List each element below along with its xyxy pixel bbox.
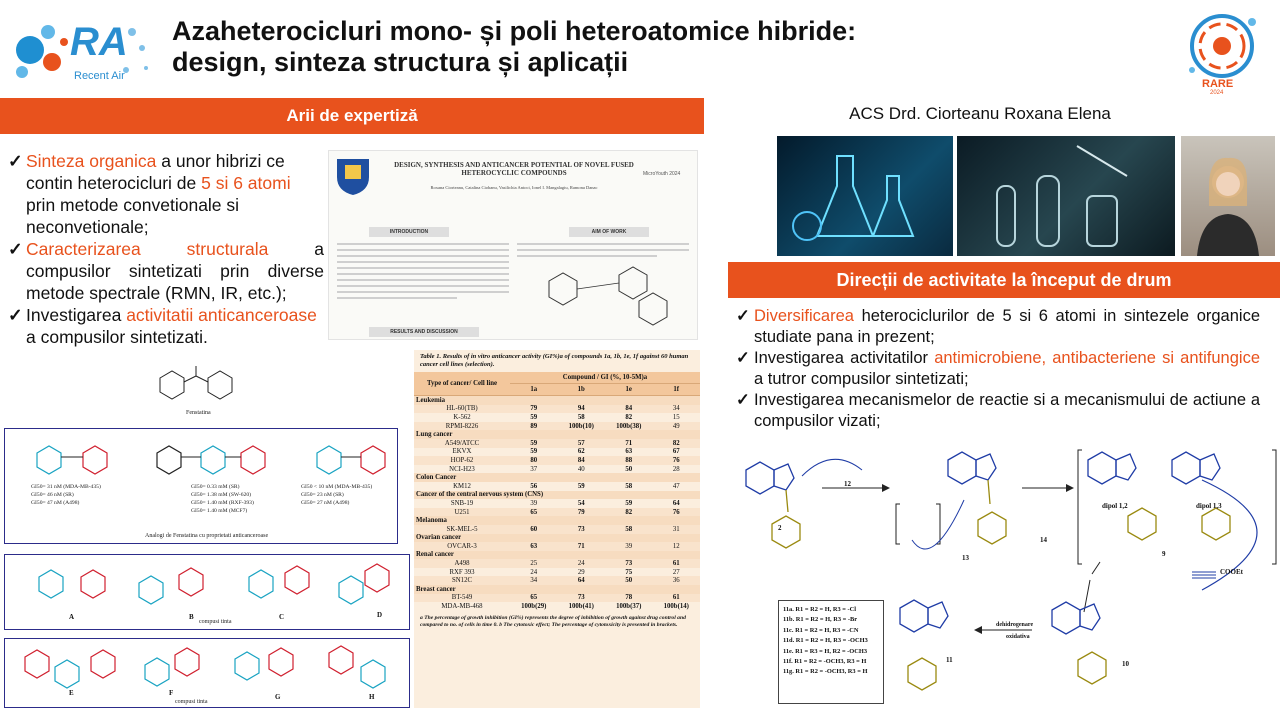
gi-value: GI50= 47 nM (A498): [31, 500, 80, 506]
table-group-name: Lung cancer: [414, 430, 700, 439]
scheme-label-dipol12: dipol 1,2: [1102, 502, 1128, 510]
table-cell-line: RPMI-8226: [414, 422, 510, 431]
poster-text-line: [517, 255, 657, 257]
table-row: [414, 568, 700, 577]
expertise-item-characterization-text: a compusilor sintetizati prin diverse metode spectrale (RMN, IR, etc.);: [26, 239, 324, 303]
fenstatina-label: Fenstatina: [186, 410, 211, 416]
person-avatar-icon: [1181, 136, 1275, 256]
table-cell-value: 58: [577, 413, 585, 421]
poster-text-line: [337, 243, 509, 245]
poster-authors: Roxana Ciorteanu, Catalina Ciobanu, Vasilichia Antoci, Ionel I. Mangalagiu, Ramona Danac: [430, 185, 598, 190]
scheme-label-12: 12: [844, 480, 851, 488]
table-row: [414, 465, 700, 474]
gi-values-c: [301, 483, 372, 507]
expertise-item-synthesis-highlight-2: 5 si 6 atomi: [201, 173, 291, 193]
table-cell-value: 31: [653, 525, 701, 534]
table-col-1e: 1e: [605, 384, 653, 396]
target-caption-1: compusi tinta: [199, 619, 232, 625]
analogs-box: [4, 428, 398, 544]
table-group-name: Melanoma: [414, 516, 700, 525]
table-group-row: [414, 396, 700, 405]
table-cell-value: 94: [558, 405, 606, 414]
poster-intro-box: INTRODUCTION: [369, 227, 449, 237]
logo-right-text: RARE: [1202, 78, 1234, 90]
table-cell-value: 80: [510, 456, 558, 465]
poster-text-line: [337, 261, 509, 263]
gi-value: GI50 < 10 nM (MDA-MB-435): [301, 484, 373, 490]
gi-value: GI50= 27 nM (A498): [301, 500, 350, 506]
compound-label-h: H: [369, 693, 375, 701]
table-cell-line: SN12C: [414, 576, 510, 585]
table-cell-value: 82: [605, 508, 653, 517]
rare-logo: [1172, 8, 1272, 98]
table-cell-value: 71: [558, 542, 606, 551]
table-col-1b: 1b: [558, 384, 606, 396]
table-cell-value: 39: [605, 542, 653, 551]
scheme-label-11: 11: [946, 656, 953, 664]
poster-text-line: [337, 267, 509, 269]
table-group-name: Renal cancer: [414, 551, 700, 560]
university-crest-icon: [333, 155, 373, 197]
table-cell-value: 100b(10): [558, 422, 606, 431]
table-cell-value: 84: [605, 405, 653, 414]
table-row: [414, 594, 700, 603]
scheme-label-14: 14: [1040, 536, 1047, 544]
poster-text-line: [337, 279, 509, 281]
table-cell-value: 65: [510, 594, 558, 603]
legend-row: 11d. R1 = R2 = H, R3 = -OCH3: [783, 637, 868, 645]
author-photo: [1181, 136, 1275, 256]
table-cell-line: A498: [414, 559, 510, 568]
compound-label-g: G: [275, 693, 281, 701]
table-cell-value: 78: [605, 594, 653, 603]
table-cell-value: 59: [625, 499, 633, 507]
directions-heading-bar: [728, 262, 1280, 298]
scheme-label-10: 10: [1122, 660, 1129, 668]
table-group-row: [414, 430, 700, 439]
expertise-item-anticancer-text-2: a compusilor sintetizati.: [26, 327, 208, 347]
table-cell-value: 57: [558, 439, 606, 448]
table-row: [414, 448, 700, 457]
gi-values-a: [31, 483, 101, 507]
table-cell-value: 25: [510, 559, 558, 568]
table-cell-line: SNB-19: [450, 499, 474, 507]
logo-left-sub: Recent Air: [74, 70, 125, 82]
table-cell-value: 59: [510, 439, 558, 448]
direction-item-diversification-text: heterociclurilor de 5 si 6 atomi in sintezele organice studiate pana in prezent;: [754, 307, 1260, 346]
expertise-item-characterization: [6, 238, 324, 304]
legend-row: 11e. R1 = R3 = H, R2 = -OCH3: [783, 647, 868, 655]
table-row: [414, 525, 700, 534]
table-header-compound: Compound / GI (%, 10-5M)a: [510, 372, 700, 384]
compound-label-c: C: [279, 613, 285, 621]
alkyne-label: COOEt: [1220, 568, 1243, 576]
expertise-item-synthesis-text-2: prin metode convetionale si neconvetionale;: [26, 195, 240, 237]
compound-label-a: A: [69, 613, 75, 621]
table-cell-value: 100b(37): [616, 603, 642, 611]
gi-values-b: [191, 483, 254, 515]
poster-text-line: [337, 273, 509, 275]
table-group-name: Cancer of the central nervous system (CNS): [414, 491, 700, 500]
table-cell-value: 59: [577, 482, 585, 490]
recent-air-logo: [8, 10, 158, 88]
table-cell-value: 24: [558, 559, 606, 568]
table-cell-value: 59: [530, 413, 538, 421]
expertise-item-anticancer: [6, 304, 324, 348]
scheme-label-dipol13: dipol 1,3: [1196, 502, 1222, 510]
target-compounds-box-2: [4, 638, 410, 708]
legend-row: 11g. R1 = R2 = -OCH3, R3 = H: [783, 668, 868, 676]
logo-right-year: 2024: [1210, 90, 1224, 96]
compound-label-d: D: [377, 611, 383, 619]
table-cell-value: 63: [510, 542, 558, 551]
table-cell-value: 59: [530, 448, 538, 456]
logo-left-text: RA: [70, 20, 128, 64]
gi-value: GI50= 1.38 mM (SW-620): [191, 492, 252, 498]
table-cell-value: 67: [672, 448, 680, 456]
poster-conference-logo: MicroYouth 2024: [643, 171, 681, 177]
table-cell-value: 65: [510, 508, 558, 517]
expertise-item-anticancer-highlight: activitatii anticanceroase: [126, 305, 317, 325]
direction-item-diversification: [734, 306, 1260, 348]
legend-row: 11b. R1 = R2 = H, R3 = -Br: [783, 616, 858, 624]
table-cell-value: 73: [558, 594, 606, 603]
test-tubes-photo: [957, 136, 1175, 256]
table-row: [414, 482, 700, 491]
title-line-2: design, sinteza structura și aplicații: [172, 47, 629, 77]
table-group-name: Breast cancer: [414, 585, 700, 594]
legend-row: 11c. R1 = R2 = H, R3 = -CN: [783, 626, 859, 634]
legend-row: 11f. R1 = R2 = -OCH3, R3 = H: [783, 658, 867, 666]
direction-item-diversification-highlight: Diversificarea: [754, 307, 854, 325]
table-cell-value: 100b(29): [521, 603, 547, 611]
table-cell-value: 34: [653, 405, 701, 414]
table-cell-value: 88: [605, 456, 653, 465]
table-group-name: Leukemia: [414, 396, 700, 405]
table-cell-value: 58: [605, 525, 653, 534]
table-body: [414, 396, 700, 611]
poster-text-line: [337, 249, 509, 251]
table-group-row: [414, 473, 700, 482]
table-row: [414, 422, 700, 431]
table-group-row: [414, 534, 700, 543]
poster-results-box: RESULTS AND DISCUSSION: [369, 327, 479, 337]
gi-value: GI50= 46 nM (SR): [31, 492, 74, 498]
arrow-text-oxidative: oxidativa: [1006, 634, 1030, 640]
table-cell-value: 61: [653, 559, 701, 568]
directions-heading: Direcții de activitate la început de drum: [836, 269, 1172, 290]
table-cell-value: 76: [653, 508, 701, 517]
table-cell-value: 79: [558, 508, 606, 517]
table-cell-value: 40: [577, 465, 585, 473]
table-cell-value: 15: [672, 413, 680, 421]
expertise-list: [6, 150, 324, 348]
poster-text-line: [517, 243, 689, 245]
table-cell-line: MDA-MB-468: [441, 603, 483, 611]
direction-item-activity-text-2: a tutror compusilor sintetizati;: [754, 370, 969, 388]
table-cell-value: 62: [577, 448, 585, 456]
direction-item-activity-text: Investigarea activitatilor: [754, 349, 935, 367]
title-line-1: Azaheterocicluri mono- și poli heteroatomice hibride:: [172, 16, 857, 46]
table-cell-value: 100b(41): [568, 603, 594, 611]
target-structures-row-2-icon: [15, 643, 405, 693]
direction-item-mechanism-text: Investigarea mecanismelor de reactie si a mecanismului de actiune a compusilor vizati;: [754, 391, 1260, 430]
table-cell-line: NCI-H23: [449, 465, 475, 473]
table-cell-line: RXF 393: [449, 568, 475, 576]
table-cell-line: OVCAR-3: [414, 542, 510, 551]
results-table: [414, 372, 700, 611]
legend-row: 11a. R1 = R2 = H, R3 = -Cl: [783, 606, 857, 613]
table-cell-value: 58: [625, 482, 633, 490]
flask-icon: [777, 136, 953, 256]
table-cell-value: 12: [653, 542, 701, 551]
direction-item-mechanism: [734, 390, 1260, 432]
table-row: [414, 439, 700, 448]
table-footnote: a The percentage of growth inhibition (GI%) represents the degree of inhibition of growth against drug control and compared to no. of cells in time 0. b The cytotoxic effect; The percentage of cytotoxicity is presented in brackets.: [420, 614, 686, 628]
table-cell-value: 75: [625, 568, 633, 576]
table-cell-value: 63: [625, 448, 633, 456]
target-structures-row-1-icon: [19, 561, 399, 613]
table-cell-value: 47: [672, 482, 680, 490]
table-cell-value: 61: [653, 594, 701, 603]
poster-text-line: [337, 285, 509, 287]
table-row: [414, 602, 700, 611]
expertise-item-anticancer-text: Investigarea: [26, 305, 127, 325]
table-group-name: Ovarian cancer: [414, 534, 700, 543]
table-cell-value: 79: [510, 405, 558, 414]
table-cell-value: 50: [605, 576, 653, 585]
table-cell-line: SK-MEL-5: [414, 525, 510, 534]
poster-text-line: [337, 297, 457, 299]
table-col-1a: 1a: [510, 384, 558, 396]
scheme-label-13: 13: [962, 554, 969, 562]
target-caption-2: compusi tinta: [175, 699, 208, 705]
poster-aim-box: AIM OF WORK: [569, 227, 649, 237]
expertise-item-synthesis-text: a unor hibrizi ce contin heterocicluri de: [26, 151, 285, 193]
table-cell-value: 73: [605, 559, 653, 568]
gi-value: GI50= 31 nM (MDA-MB-435): [31, 484, 101, 490]
table-cell-value: 54: [577, 499, 585, 507]
lab-glassware-photo: [777, 136, 953, 256]
table-cell-line: K-562: [453, 413, 471, 421]
table-cell-value: 60: [510, 525, 558, 534]
table-caption: Table 1. Results of in vitro anticancer activity (GI%)a of compounds 1a, 1b, 1e, 1f against 60 human cancer cell lines (selection).: [420, 353, 689, 368]
table-cell-value: 84: [558, 456, 606, 465]
table-col-1f: 1f: [653, 384, 701, 396]
table-group-row: [414, 551, 700, 560]
table-group-row: [414, 516, 700, 525]
table-cell-line: KM12: [453, 482, 471, 490]
table-row: [414, 559, 700, 568]
table-row: [414, 542, 700, 551]
expertise-item-characterization-highlight: Caracterizarea structurala: [26, 239, 269, 259]
table-row: [414, 456, 700, 465]
poster-text-line: [337, 291, 509, 293]
expertise-item-synthesis: [6, 150, 324, 238]
analog-caption: Analogi de Fenstatina cu proprietati anticanceroase: [145, 533, 269, 539]
table-cell-value: 76: [653, 456, 701, 465]
poster-text-line: [517, 249, 689, 251]
scheme-label-2: 2: [778, 524, 782, 532]
table-cell-line: U251: [414, 508, 510, 517]
table-row: [414, 413, 700, 422]
table-cell-line: HL-60(TB): [414, 405, 510, 414]
test-tube-icon: [957, 136, 1175, 256]
page-title: [172, 16, 1152, 78]
table-cell-value: 24: [530, 568, 538, 576]
table-cell-value: 82: [653, 439, 701, 448]
arrow-text-dehydrogenation: dehidrogenare: [996, 622, 1034, 628]
table-row: [414, 405, 700, 414]
poster-thumbnail: [328, 150, 698, 340]
table-cell-value: 82: [625, 413, 633, 421]
substituent-legend: [778, 600, 884, 704]
table-cell-value: 28: [672, 465, 680, 473]
table-cell-value: 100b(14): [663, 603, 689, 611]
table-row: [414, 508, 700, 517]
table-cell-value: 100b(38): [605, 422, 653, 431]
compound-label-e: E: [69, 689, 74, 697]
poster-text-line: [337, 255, 509, 257]
table-cell-value: 27: [672, 568, 680, 576]
table-cell-line: BT-549: [414, 594, 510, 603]
table-group-name: Colon Cancer: [414, 473, 700, 482]
table-cell-value: 89: [510, 422, 558, 431]
table-cell-value: 64: [558, 576, 606, 585]
table-group-row: [414, 491, 700, 500]
table-cell-value: 56: [530, 482, 538, 490]
poster-structures-icon: [529, 261, 689, 331]
table-cell-value: 73: [558, 525, 606, 534]
results-table-panel: [414, 350, 700, 708]
table-cell-line: EKVX: [452, 448, 472, 456]
compound-label-f: F: [169, 689, 174, 697]
table-cell-line: A549/ATCC: [414, 439, 510, 448]
directions-list: [734, 306, 1260, 432]
table-cell-value: 64: [672, 499, 680, 507]
author-name: ACS Drd. Ciorteanu Roxana Elena: [849, 104, 1111, 123]
compound-label-b: B: [189, 613, 194, 621]
table-cell-value: 29: [577, 568, 585, 576]
table-cell-value: 36: [653, 576, 701, 585]
gi-value: GI50= 1.40 mM (RXF-393): [191, 500, 254, 506]
poster-title: DESIGN, SYNTHESIS AND ANTICANCER POTENTIAL OF NOVEL FUSED HETEROCYCLIC COMPOUNDS: [394, 161, 634, 177]
expertise-item-synthesis-highlight: Sinteza organica: [26, 151, 157, 171]
expertise-heading: Arii de expertiză: [286, 106, 418, 125]
table-cell-value: 71: [605, 439, 653, 448]
table-row: [414, 499, 700, 508]
table-group-row: [414, 585, 700, 594]
table-cell-value: 50: [625, 465, 633, 473]
table-cell-line: HOP-62: [414, 456, 510, 465]
scheme-label-9: 9: [1162, 550, 1166, 558]
gi-value: GI50= 1.40 mM (MCF7): [191, 508, 248, 514]
direction-item-activity: [734, 348, 1260, 390]
gi-value: GI50= 0.33 mM (SR): [191, 484, 240, 490]
table-cell-value: 49: [653, 422, 701, 431]
table-row: [414, 576, 700, 585]
direction-item-activity-highlight: antimicrobiene, antibacteriene si antifungice: [934, 349, 1260, 367]
target-compounds-box-1: [4, 554, 410, 630]
table-header-cell-line: Type of cancer/ Cell line: [414, 372, 510, 396]
table-cell-value: 37: [530, 465, 538, 473]
gi-value: GI50= 23 nM (SR): [301, 492, 344, 498]
expertise-heading-bar: [0, 98, 704, 134]
table-cell-value: 34: [510, 576, 558, 585]
table-cell-value: 39: [530, 499, 538, 507]
